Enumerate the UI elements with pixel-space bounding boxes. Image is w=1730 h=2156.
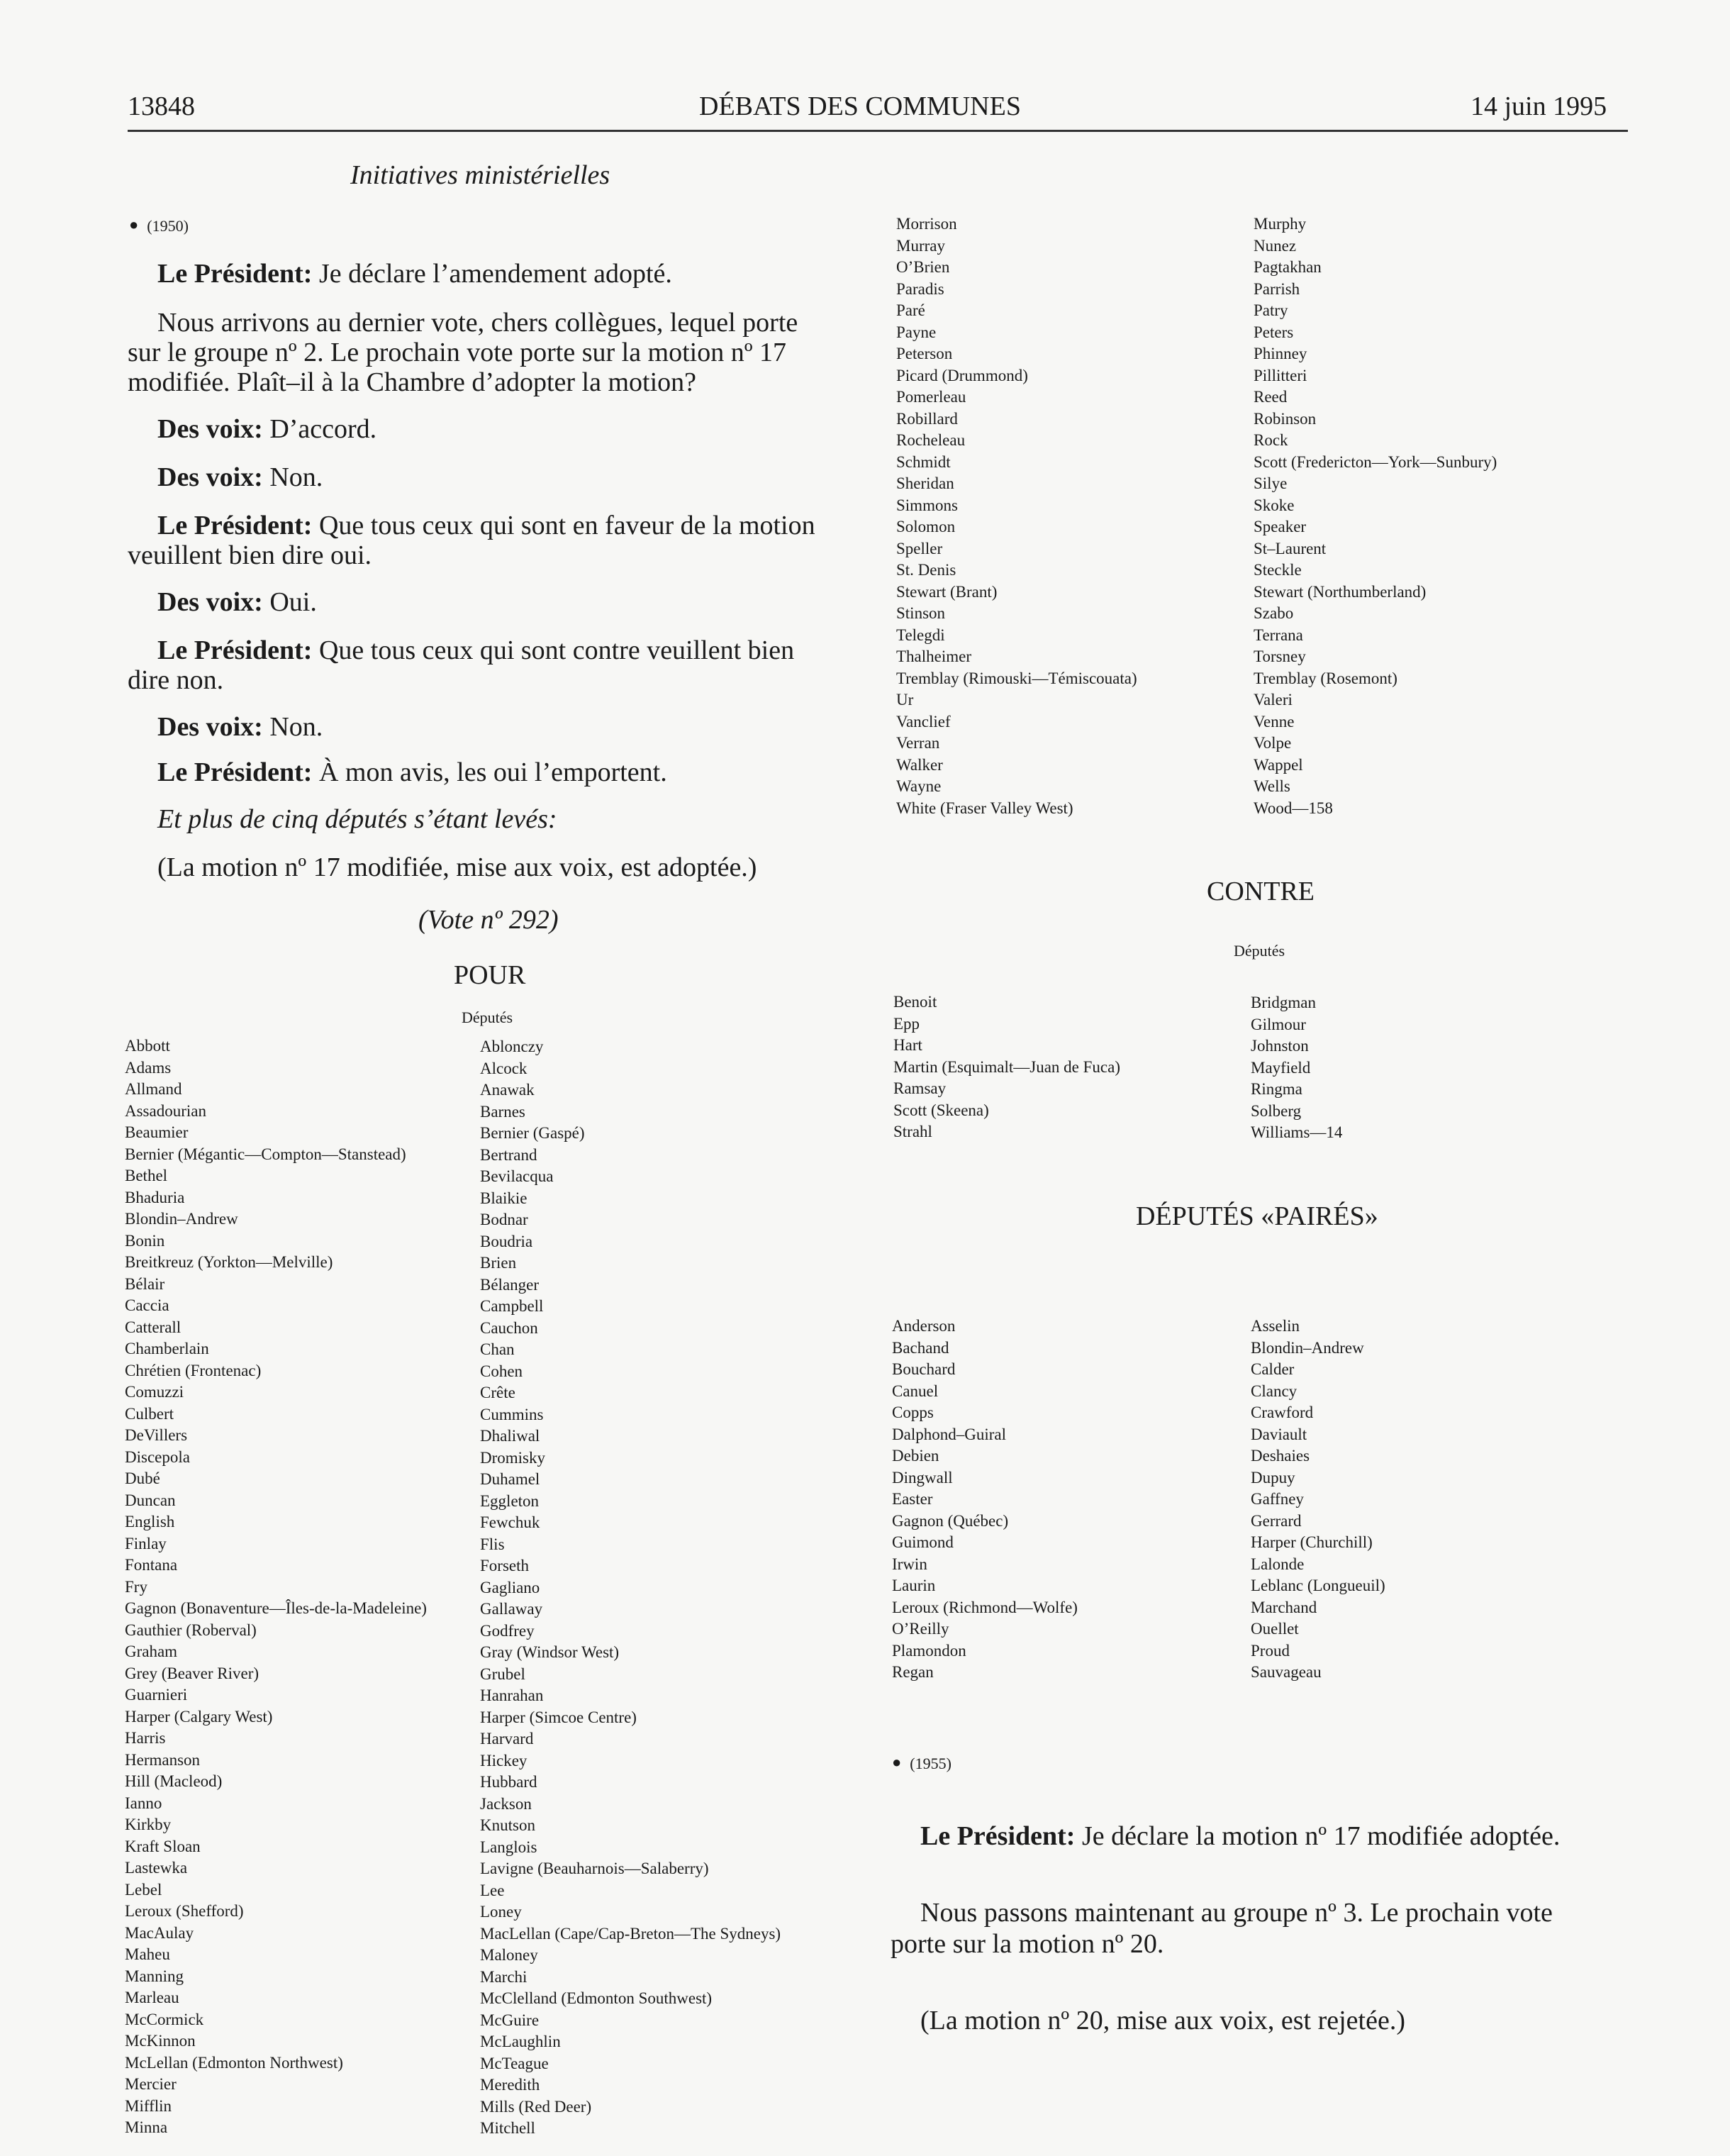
member-name: Gerrard xyxy=(1251,1511,1302,1530)
paragraph-2-line-3: modifiée. Plaît–il à la Chambre d’adopter la motion? xyxy=(128,367,696,397)
member-name: Gagnon (Bonaventure—Îles-de-la-Madeleine) xyxy=(125,1599,427,1617)
member-name: Gilmour xyxy=(1251,1015,1306,1033)
header-rule xyxy=(128,130,1628,132)
member-name: Wayne xyxy=(896,777,942,795)
member-name: Bevilacqua xyxy=(480,1167,554,1185)
member-name: Wells xyxy=(1254,777,1290,795)
member-name: Bodnar xyxy=(480,1211,528,1228)
pour-list-column-3 xyxy=(896,213,1137,819)
member-name: Tremblay (Rosemont) xyxy=(1254,669,1397,687)
member-name: Crête xyxy=(480,1384,515,1401)
member-name: Hart xyxy=(893,1036,922,1054)
member-name: Hermanson xyxy=(125,1750,201,1769)
member-name: Eggleton xyxy=(480,1491,540,1510)
member-name: Mifflin xyxy=(125,2096,172,2115)
member-name: Gagnon (Québec) xyxy=(892,1511,1009,1530)
member-name: Bertrand xyxy=(480,1145,537,1164)
member-name: Calder xyxy=(1251,1360,1295,1378)
member-name: St. Denis xyxy=(896,561,956,579)
member-name: Laurin xyxy=(892,1577,936,1594)
member-name: Benoit xyxy=(893,993,937,1011)
paragraph-2-line-1: Nous arrivons au dernier vote, chers collègues, lequel porte xyxy=(157,308,798,338)
member-name: Williams—14 xyxy=(1251,1123,1343,1141)
member-name: Guimond xyxy=(892,1533,954,1551)
member-name: Bélair xyxy=(125,1274,165,1293)
member-name: Solberg xyxy=(1251,1101,1302,1120)
member-name: Marchand xyxy=(1251,1598,1317,1616)
speech-text: Je déclare l’amendement adopté. xyxy=(312,259,672,289)
member-name: Harris xyxy=(125,1729,166,1747)
member-name: Chan xyxy=(480,1340,515,1358)
member-name: Epp xyxy=(893,1014,920,1033)
speech-text: Non. xyxy=(262,462,323,492)
member-name: Nunez xyxy=(1254,236,1297,255)
member-name: Bouchard xyxy=(892,1360,956,1378)
contre-list-column-1 xyxy=(893,991,1120,1143)
speaker-label: Des voix: xyxy=(157,414,263,444)
member-name: Gray (Windsor West) xyxy=(480,1643,620,1661)
member-name: Solomon xyxy=(896,518,956,535)
member-name: Szabo xyxy=(1254,604,1294,622)
speaker-label: Le Président: xyxy=(157,757,313,787)
member-name: McGuire xyxy=(480,2011,540,2029)
member-name: Verran xyxy=(896,734,940,752)
contre-list-column-2 xyxy=(1251,992,1342,1144)
member-name: MacLellan (Cape/Cap-Breton—The Sydneys) xyxy=(480,1924,781,1943)
member-name: Blaikie xyxy=(480,1189,528,1207)
member-name: Leblanc (Longueuil) xyxy=(1251,1577,1385,1594)
member-name: Leroux (Richmond—Wolfe) xyxy=(892,1598,1078,1616)
speech-text: Je déclare la motion nº 17 modifiée adoptée. xyxy=(1075,1821,1561,1851)
member-name: Ramsay xyxy=(893,1079,947,1097)
member-name: Brien xyxy=(480,1254,517,1272)
member-name: Plamondon xyxy=(892,1641,966,1660)
paragraph-7-line-1 xyxy=(157,635,794,665)
member-name: Ringma xyxy=(1251,1080,1302,1098)
member-name: Patry xyxy=(1254,301,1288,319)
member-name: Stewart (Northumberland) xyxy=(1254,582,1427,601)
member-name: Boudria xyxy=(480,1232,533,1250)
pour-heading: POUR xyxy=(454,960,526,990)
member-name: Flis xyxy=(480,1535,505,1553)
member-name: Lalonde xyxy=(1251,1555,1305,1573)
member-name: McLellan (Edmonton Northwest) xyxy=(125,2053,343,2072)
member-name: Graham xyxy=(125,1643,178,1660)
member-name: Schmidt xyxy=(896,452,951,471)
member-name: Maloney xyxy=(480,1946,538,1964)
speech-text: Non. xyxy=(262,712,323,742)
speaker-label: Le Président: xyxy=(157,511,313,540)
member-name: Bernier (Mégantic—Compton—Stanstead) xyxy=(125,1145,406,1163)
member-name: Ablonczy xyxy=(480,1038,544,1055)
member-name: Manning xyxy=(125,1967,184,1985)
member-name: Strahl xyxy=(893,1123,932,1140)
member-name: Crawford xyxy=(1251,1404,1314,1421)
member-name: Dingwall xyxy=(892,1468,953,1487)
member-name: Lebel xyxy=(125,1880,162,1899)
vote-number: (Vote nº 292) xyxy=(418,905,559,935)
member-name: Deshaies xyxy=(1251,1447,1310,1465)
paragraph-4 xyxy=(157,462,323,492)
member-name: O’Reilly xyxy=(892,1620,949,1638)
member-name: Bridgman xyxy=(1251,994,1316,1011)
member-name: Bachand xyxy=(892,1338,949,1357)
member-name: English xyxy=(125,1513,175,1530)
member-name: Knutson xyxy=(480,1816,535,1834)
member-name: Harper (Churchill) xyxy=(1251,1533,1373,1551)
member-name: Maheu xyxy=(125,1945,170,1963)
paired-heading: DÉPUTÉS «PAIRÉS» xyxy=(1136,1201,1378,1231)
member-name: Wood—158 xyxy=(1254,799,1333,817)
member-name: Dromisky xyxy=(480,1448,545,1467)
member-name: Catterall xyxy=(125,1318,182,1336)
member-name: Finlay xyxy=(125,1534,167,1552)
member-name: Chrétien (Frontenac) xyxy=(125,1361,262,1379)
member-name: Wappel xyxy=(1254,755,1303,774)
speaker-label: Des voix: xyxy=(157,587,263,617)
speaker-label: Le Président: xyxy=(157,259,313,289)
paragraph-9 xyxy=(157,757,667,787)
member-name: Reed xyxy=(1254,388,1288,406)
member-name: McLaughlin xyxy=(480,2033,561,2050)
member-name: Beaumier xyxy=(125,1123,189,1141)
member-name: Asselin xyxy=(1251,1317,1300,1335)
member-name: MacAulay xyxy=(125,1923,194,1942)
member-name: Fontana xyxy=(125,1556,178,1574)
pour-list-column-4 xyxy=(1254,213,1497,819)
paragraph-7-line-2: dire non. xyxy=(128,665,224,695)
member-name: Bernier (Gaspé) xyxy=(480,1124,585,1142)
member-name: Culbert xyxy=(125,1404,174,1423)
member-name: Pomerleau xyxy=(896,388,966,406)
member-name: Anderson xyxy=(892,1317,956,1335)
member-name: Adams xyxy=(125,1058,172,1077)
member-name: Bélanger xyxy=(480,1275,540,1294)
member-name: Scott (Skeena) xyxy=(893,1101,989,1119)
right-paragraph-2-line-1: Nous passons maintenant au groupe nº 3. Le prochain vote xyxy=(920,1898,1553,1928)
member-name: Leroux (Shefford) xyxy=(125,1902,244,1920)
member-name: McClelland (Edmonton Southwest) xyxy=(480,1989,713,2007)
member-name: Kirkby xyxy=(125,1816,172,1833)
member-name: Morrison xyxy=(896,215,957,233)
paragraph-6 xyxy=(157,587,317,617)
paragraph-1 xyxy=(157,259,672,289)
member-name: Murray xyxy=(896,236,945,255)
member-name: Payne xyxy=(896,323,937,341)
page-date: 14 juin 1995 xyxy=(1470,91,1607,121)
member-name: Hill (Macleod) xyxy=(125,1772,223,1790)
member-name: Assadourian xyxy=(125,1101,206,1120)
member-name: Hubbard xyxy=(480,1773,537,1791)
member-name: Scott (Fredericton—York—Sunbury) xyxy=(1254,452,1497,471)
member-name: Mitchell xyxy=(480,2119,535,2137)
speech-text: D’accord. xyxy=(262,414,377,444)
speaker-label: Des voix: xyxy=(157,462,263,492)
member-name: Godfrey xyxy=(480,1621,535,1640)
member-name: Phinney xyxy=(1254,345,1307,362)
member-name: Gallaway xyxy=(480,1600,543,1618)
member-name: Loney xyxy=(480,1903,522,1921)
member-name: Mayfield xyxy=(1251,1058,1311,1077)
member-name: Sheridan xyxy=(896,474,954,492)
member-name: Campbell xyxy=(480,1297,544,1315)
member-name: Paradis xyxy=(896,279,944,298)
member-name: Comuzzi xyxy=(125,1383,184,1401)
contre-deputes-label: Députés xyxy=(1234,942,1285,960)
pour-deputes-label: Députés xyxy=(462,1008,513,1026)
member-name: Marchi xyxy=(480,1967,528,1986)
member-name: Marleau xyxy=(125,1989,179,2006)
pour-list-column-2 xyxy=(480,1036,781,2140)
member-name: Peters xyxy=(1254,323,1294,341)
right-paragraph-2-line-2: porte sur la motion nº 20. xyxy=(891,1929,1164,1959)
member-name: O’Brien xyxy=(896,258,950,276)
member-name: Canuel xyxy=(892,1382,939,1400)
member-name: McCormick xyxy=(125,2010,204,2028)
member-name: Blondin–Andrew xyxy=(125,1210,238,1228)
speech-text: Que tous ceux qui sont en faveur de la motion xyxy=(312,511,815,540)
member-name: Pillitteri xyxy=(1254,366,1307,384)
paired-list-column-2 xyxy=(1251,1316,1385,1684)
member-name: Torsney xyxy=(1254,648,1306,665)
paragraph-5-line-1 xyxy=(157,511,815,540)
member-name: Volpe xyxy=(1254,734,1292,752)
member-name: Walker xyxy=(896,755,943,774)
member-name: Grubel xyxy=(480,1665,525,1683)
member-name: Irwin xyxy=(892,1555,927,1573)
member-name: Cauchon xyxy=(480,1318,538,1337)
paragraph-3 xyxy=(157,414,376,444)
member-name: Rocheleau xyxy=(896,431,966,449)
member-name: Chamberlain xyxy=(125,1340,209,1357)
section-title: Initiatives ministérielles xyxy=(350,160,610,190)
member-name: Clancy xyxy=(1251,1382,1298,1400)
member-name: Langlois xyxy=(480,1838,537,1856)
contre-heading: CONTRE xyxy=(1207,877,1315,906)
member-name: Harper (Simcoe Centre) xyxy=(480,1708,637,1726)
member-name: Terrana xyxy=(1254,626,1303,644)
member-name: Regan xyxy=(892,1663,934,1681)
member-name: Picard (Drummond) xyxy=(896,366,1028,384)
member-name: Proud xyxy=(1251,1641,1290,1660)
member-name: Speller xyxy=(896,539,943,557)
member-name: Robillard xyxy=(896,409,958,428)
member-name: Discepola xyxy=(125,1447,190,1466)
paragraph-11: (La motion nº 17 modifiée, mise aux voix, est adoptée.) xyxy=(157,852,757,882)
member-name: Stinson xyxy=(896,604,946,622)
member-name: Easter xyxy=(892,1490,933,1508)
member-name: Meredith xyxy=(480,2076,540,2094)
member-name: Lastewka xyxy=(125,1859,188,1877)
member-name: Ur xyxy=(896,691,914,709)
member-name: Cohen xyxy=(480,1362,523,1380)
member-name: Bhaduria xyxy=(125,1188,185,1206)
member-name: Gagliano xyxy=(480,1578,540,1596)
member-name: Hanrahan xyxy=(480,1687,544,1704)
member-name: Johnston xyxy=(1251,1037,1309,1055)
member-name: Telegdi xyxy=(896,626,945,644)
member-name: Hickey xyxy=(480,1751,528,1769)
member-name: Harper (Calgary West) xyxy=(125,1707,273,1726)
member-name: Dupuy xyxy=(1251,1468,1295,1487)
member-name: Sauvageau xyxy=(1251,1663,1322,1681)
member-name: Caccia xyxy=(125,1296,169,1314)
member-name: Dalphond–Guiral xyxy=(892,1425,1006,1443)
member-name: Parrish xyxy=(1254,279,1300,298)
member-name: Pagtakhan xyxy=(1254,258,1322,276)
member-name: Gaffney xyxy=(1251,1490,1304,1508)
member-name: Vanclief xyxy=(896,712,951,730)
member-name: Paré xyxy=(896,301,925,319)
member-name: Bonin xyxy=(125,1231,165,1250)
speaker-label: Des voix: xyxy=(157,712,263,742)
member-name: Mills (Red Deer) xyxy=(480,2097,592,2116)
member-name: Fewchuk xyxy=(480,1513,540,1531)
member-name: Valeri xyxy=(1254,691,1293,709)
right-paragraph-3: (La motion nº 20, mise aux voix, est rejetée.) xyxy=(920,2006,1405,2035)
paragraph-5-line-2: veuillent bien dire oui. xyxy=(128,540,372,570)
publication-title: DÉBATS DES COMMUNES xyxy=(699,91,1021,121)
member-name: Steckle xyxy=(1254,561,1302,579)
speech-text: À mon avis, les oui l’emportent. xyxy=(312,757,667,787)
member-name: McKinnon xyxy=(125,2032,196,2050)
member-name: Stewart (Brant) xyxy=(896,582,998,601)
member-name: Bethel xyxy=(125,1167,168,1184)
member-name: Lavigne (Beauharnois—Salaberry) xyxy=(480,1860,709,1877)
member-name: Breitkreuz (Yorkton—Melville) xyxy=(125,1253,333,1271)
member-name: Grey (Beaver River) xyxy=(125,1664,260,1682)
member-name: Debien xyxy=(892,1447,939,1465)
member-name: Daviault xyxy=(1251,1425,1307,1443)
member-name: Martin (Esquimalt—Juan de Fuca) xyxy=(893,1057,1121,1076)
time-marker-1950: ● (1950) xyxy=(129,210,189,241)
member-name: Guarnieri xyxy=(125,1686,188,1704)
member-name: Tremblay (Rimouski—Témiscouata) xyxy=(896,669,1137,687)
member-name: White (Fraser Valley West) xyxy=(896,799,1073,817)
member-name: Duncan xyxy=(125,1491,176,1509)
speech-text: Que tous ceux qui sont contre veuillent bien xyxy=(312,635,795,665)
right-paragraph-1 xyxy=(920,1821,1560,1851)
member-name: Fry xyxy=(125,1577,147,1596)
member-name: Simmons xyxy=(896,496,958,514)
speaker-label: Le Président: xyxy=(157,635,313,665)
paragraph-10: Et plus de cinq députés s’étant levés: xyxy=(157,804,557,834)
member-name: Barnes xyxy=(480,1102,525,1121)
member-name: Rock xyxy=(1254,431,1288,449)
member-name: Forseth xyxy=(480,1557,529,1574)
member-name: Mercier xyxy=(125,2075,177,2093)
member-name: Murphy xyxy=(1254,215,1307,233)
member-name: Minna xyxy=(125,2118,168,2136)
speaker-label: Le Président: xyxy=(920,1821,1076,1851)
member-name: Robinson xyxy=(1254,409,1317,428)
member-name: Skoke xyxy=(1254,496,1295,514)
member-name: Ianno xyxy=(125,1794,162,1812)
time-marker-1955: ● (1955) xyxy=(892,1747,951,1779)
member-name: Allmand xyxy=(125,1080,182,1098)
member-name: Anawak xyxy=(480,1081,535,1099)
member-name: DeVillers xyxy=(125,1426,188,1444)
member-name: Dubé xyxy=(125,1469,160,1487)
paragraph-8 xyxy=(157,712,323,742)
speech-text: Oui. xyxy=(262,587,317,617)
member-name: Venne xyxy=(1254,712,1295,730)
member-name: Abbott xyxy=(125,1037,170,1055)
member-name: St–Laurent xyxy=(1254,539,1327,557)
member-name: Duhamel xyxy=(480,1470,540,1488)
member-name: Alcock xyxy=(480,1059,528,1077)
pour-list-column-1 xyxy=(125,1035,427,2139)
member-name: Jackson xyxy=(480,1794,532,1813)
member-name: Cummins xyxy=(480,1405,544,1423)
paired-list-column-1 xyxy=(892,1316,1078,1684)
member-name: Ouellet xyxy=(1251,1620,1299,1638)
member-name: Harvard xyxy=(480,1730,534,1747)
paragraph-2-line-2: sur le groupe nº 2. Le prochain vote porte sur la motion nº 17 xyxy=(128,338,787,367)
member-name: Thalheimer xyxy=(896,648,972,665)
member-name: Blondin–Andrew xyxy=(1251,1338,1364,1357)
member-name: Kraft Sloan xyxy=(125,1837,201,1855)
member-name: Lee xyxy=(480,1881,505,1899)
page-number: 13848 xyxy=(128,91,195,121)
member-name: Silye xyxy=(1254,474,1288,492)
member-name: Copps xyxy=(892,1404,934,1421)
member-name: Gauthier (Roberval) xyxy=(125,1621,257,1639)
member-name: McTeague xyxy=(480,2054,549,2072)
member-name: Dhaliwal xyxy=(480,1427,540,1445)
member-name: Peterson xyxy=(896,345,953,362)
member-name: Speaker xyxy=(1254,518,1307,535)
